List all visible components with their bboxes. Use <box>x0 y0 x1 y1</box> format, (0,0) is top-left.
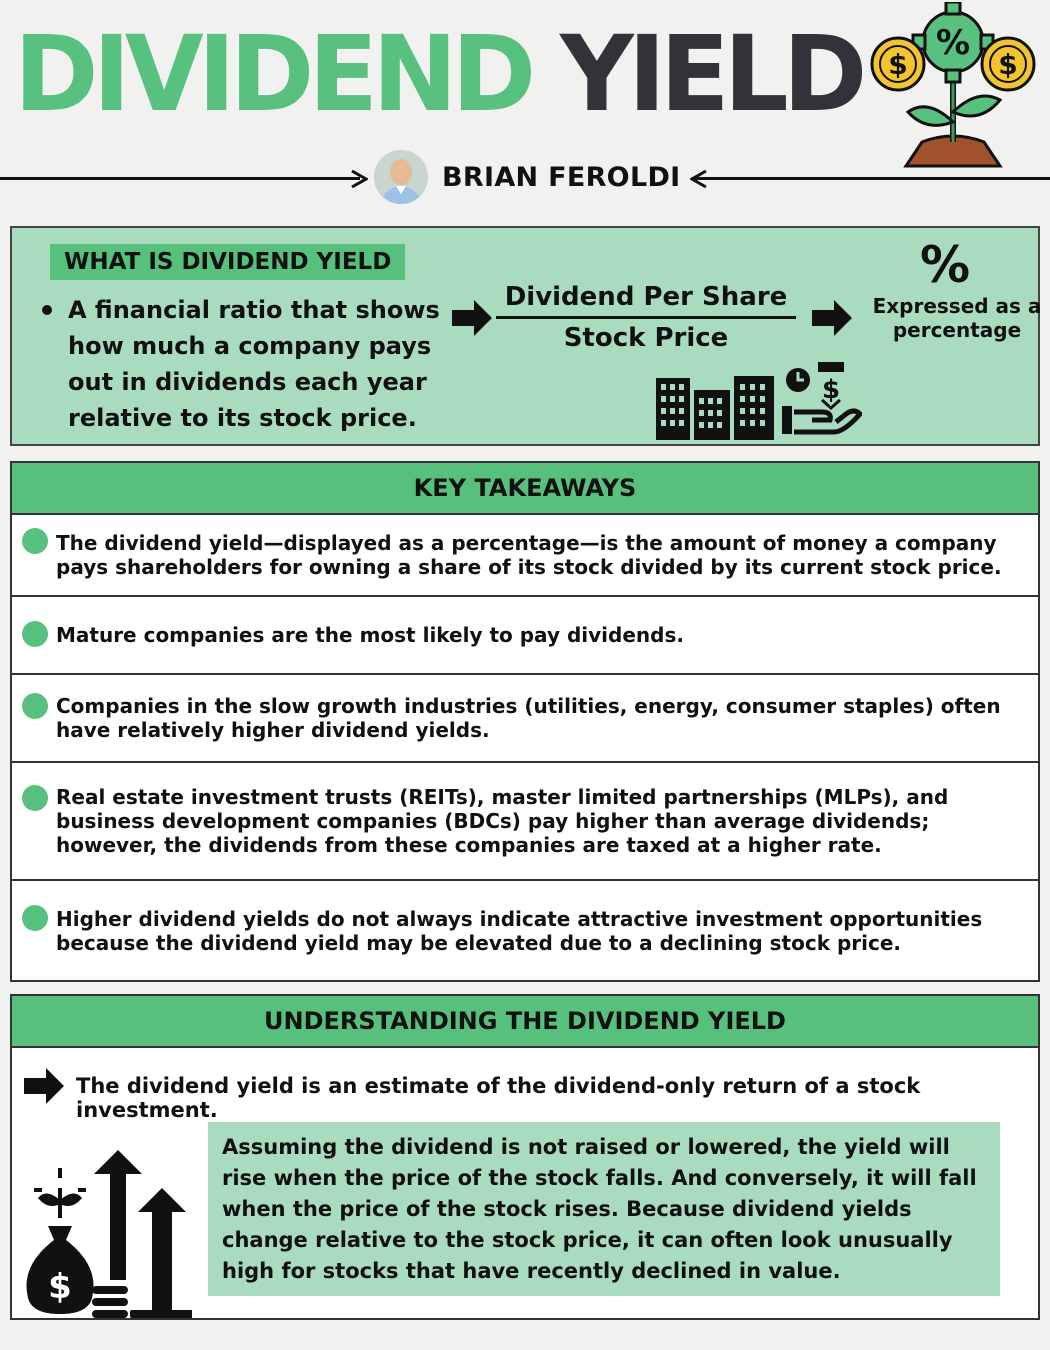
takeaway-text: The dividend yield—displayed as a percentage—is the amount of money a company pays shareholders for owning a share of its stock divided by its current stock price. <box>56 531 1002 579</box>
bullet-dot-icon <box>22 528 48 554</box>
title-part-dividend: DIVIDEND <box>14 13 531 135</box>
key-takeaways-heading: KEY TAKEAWAYS <box>12 463 1038 515</box>
right-arrow-icon <box>24 1068 64 1104</box>
list-item <box>12 515 1038 597</box>
definition-text <box>40 292 440 436</box>
right-arrow-icon <box>452 300 492 336</box>
percent-icon: % <box>920 236 971 294</box>
takeaway-text: Higher dividend yields do not always indicate attractive investment opportunities because the dividend yield may be elevated due to a declining stock price. <box>56 906 983 955</box>
explanation-text: Assuming the dividend is not raised or lowered, the yield will rise when the price of the stock falls. And conversely, it will fall when the price of the stock rises. Because dividend yields change relative to the stock price, it can often look unusually high for stocks that have recently declined in value. <box>222 1135 977 1283</box>
bullet-icon <box>42 305 52 315</box>
list-item <box>12 763 1038 881</box>
list-item <box>12 597 1038 675</box>
bullet-dot-icon <box>22 621 48 647</box>
expressed-as-text: Expressed as a percentage <box>872 294 1042 342</box>
svg-text:$: $ <box>888 48 908 81</box>
takeaway-text: Real estate investment trusts (REITs), master limited partnerships (MLPs), and business development companies (BDCs) pay higher than average dividends; however, the dividends from these companies are taxed at a higher rate. <box>56 785 949 857</box>
understanding-section <box>10 994 1040 1320</box>
buildings-icon <box>656 370 776 440</box>
formula-numerator: Dividend Per Share <box>496 282 796 319</box>
right-arrow-line <box>692 177 1050 180</box>
author-byline <box>0 150 1050 206</box>
takeaway-text: Mature companies are the most likely to pay dividends. <box>56 623 684 647</box>
arrow-right-icon <box>350 169 368 189</box>
what-is-section <box>10 226 1040 446</box>
bullet-dot-icon <box>22 905 48 931</box>
svg-text:$: $ <box>998 48 1018 81</box>
formula-denominator: Stock Price <box>563 323 729 353</box>
takeaway-text: Companies in the slow growth industries (utilities, energy, consumer staples) often have relatively higher dividend yields. <box>56 694 1001 742</box>
bullet-dot-icon <box>22 785 48 811</box>
svg-text:$: $ <box>821 375 841 405</box>
formula <box>496 282 796 353</box>
avatar <box>374 150 428 204</box>
plant-coins-icon <box>868 2 1038 170</box>
page-title <box>14 13 862 135</box>
list-item <box>12 881 1038 980</box>
what-is-heading: WHAT IS DIVIDEND YIELD <box>50 244 405 280</box>
svg-text:$: $ <box>48 1267 72 1307</box>
bullet-dot-icon <box>22 693 48 719</box>
understanding-heading: UNDERSTANDING THE DIVIDEND YIELD <box>12 996 1038 1048</box>
money-bag-growth-icon <box>20 1148 192 1320</box>
understanding-statement: The dividend yield is an estimate of the dividend-only return of a stock investment. <box>76 1074 921 1122</box>
left-arrow-line <box>0 177 360 180</box>
author-name: BRIAN FEROLDI <box>442 162 681 193</box>
right-arrow-icon <box>812 300 852 336</box>
hand-dollar-icon <box>782 362 862 438</box>
explanation-box <box>208 1122 1000 1296</box>
title-part-yield: YIELD <box>560 13 862 135</box>
svg-text:%: % <box>935 23 971 63</box>
key-takeaways-section <box>10 461 1040 982</box>
definition-body: A financial ratio that shows how much a company pays out in dividends each year relative to its stock price. <box>68 296 440 432</box>
list-item <box>12 675 1038 763</box>
